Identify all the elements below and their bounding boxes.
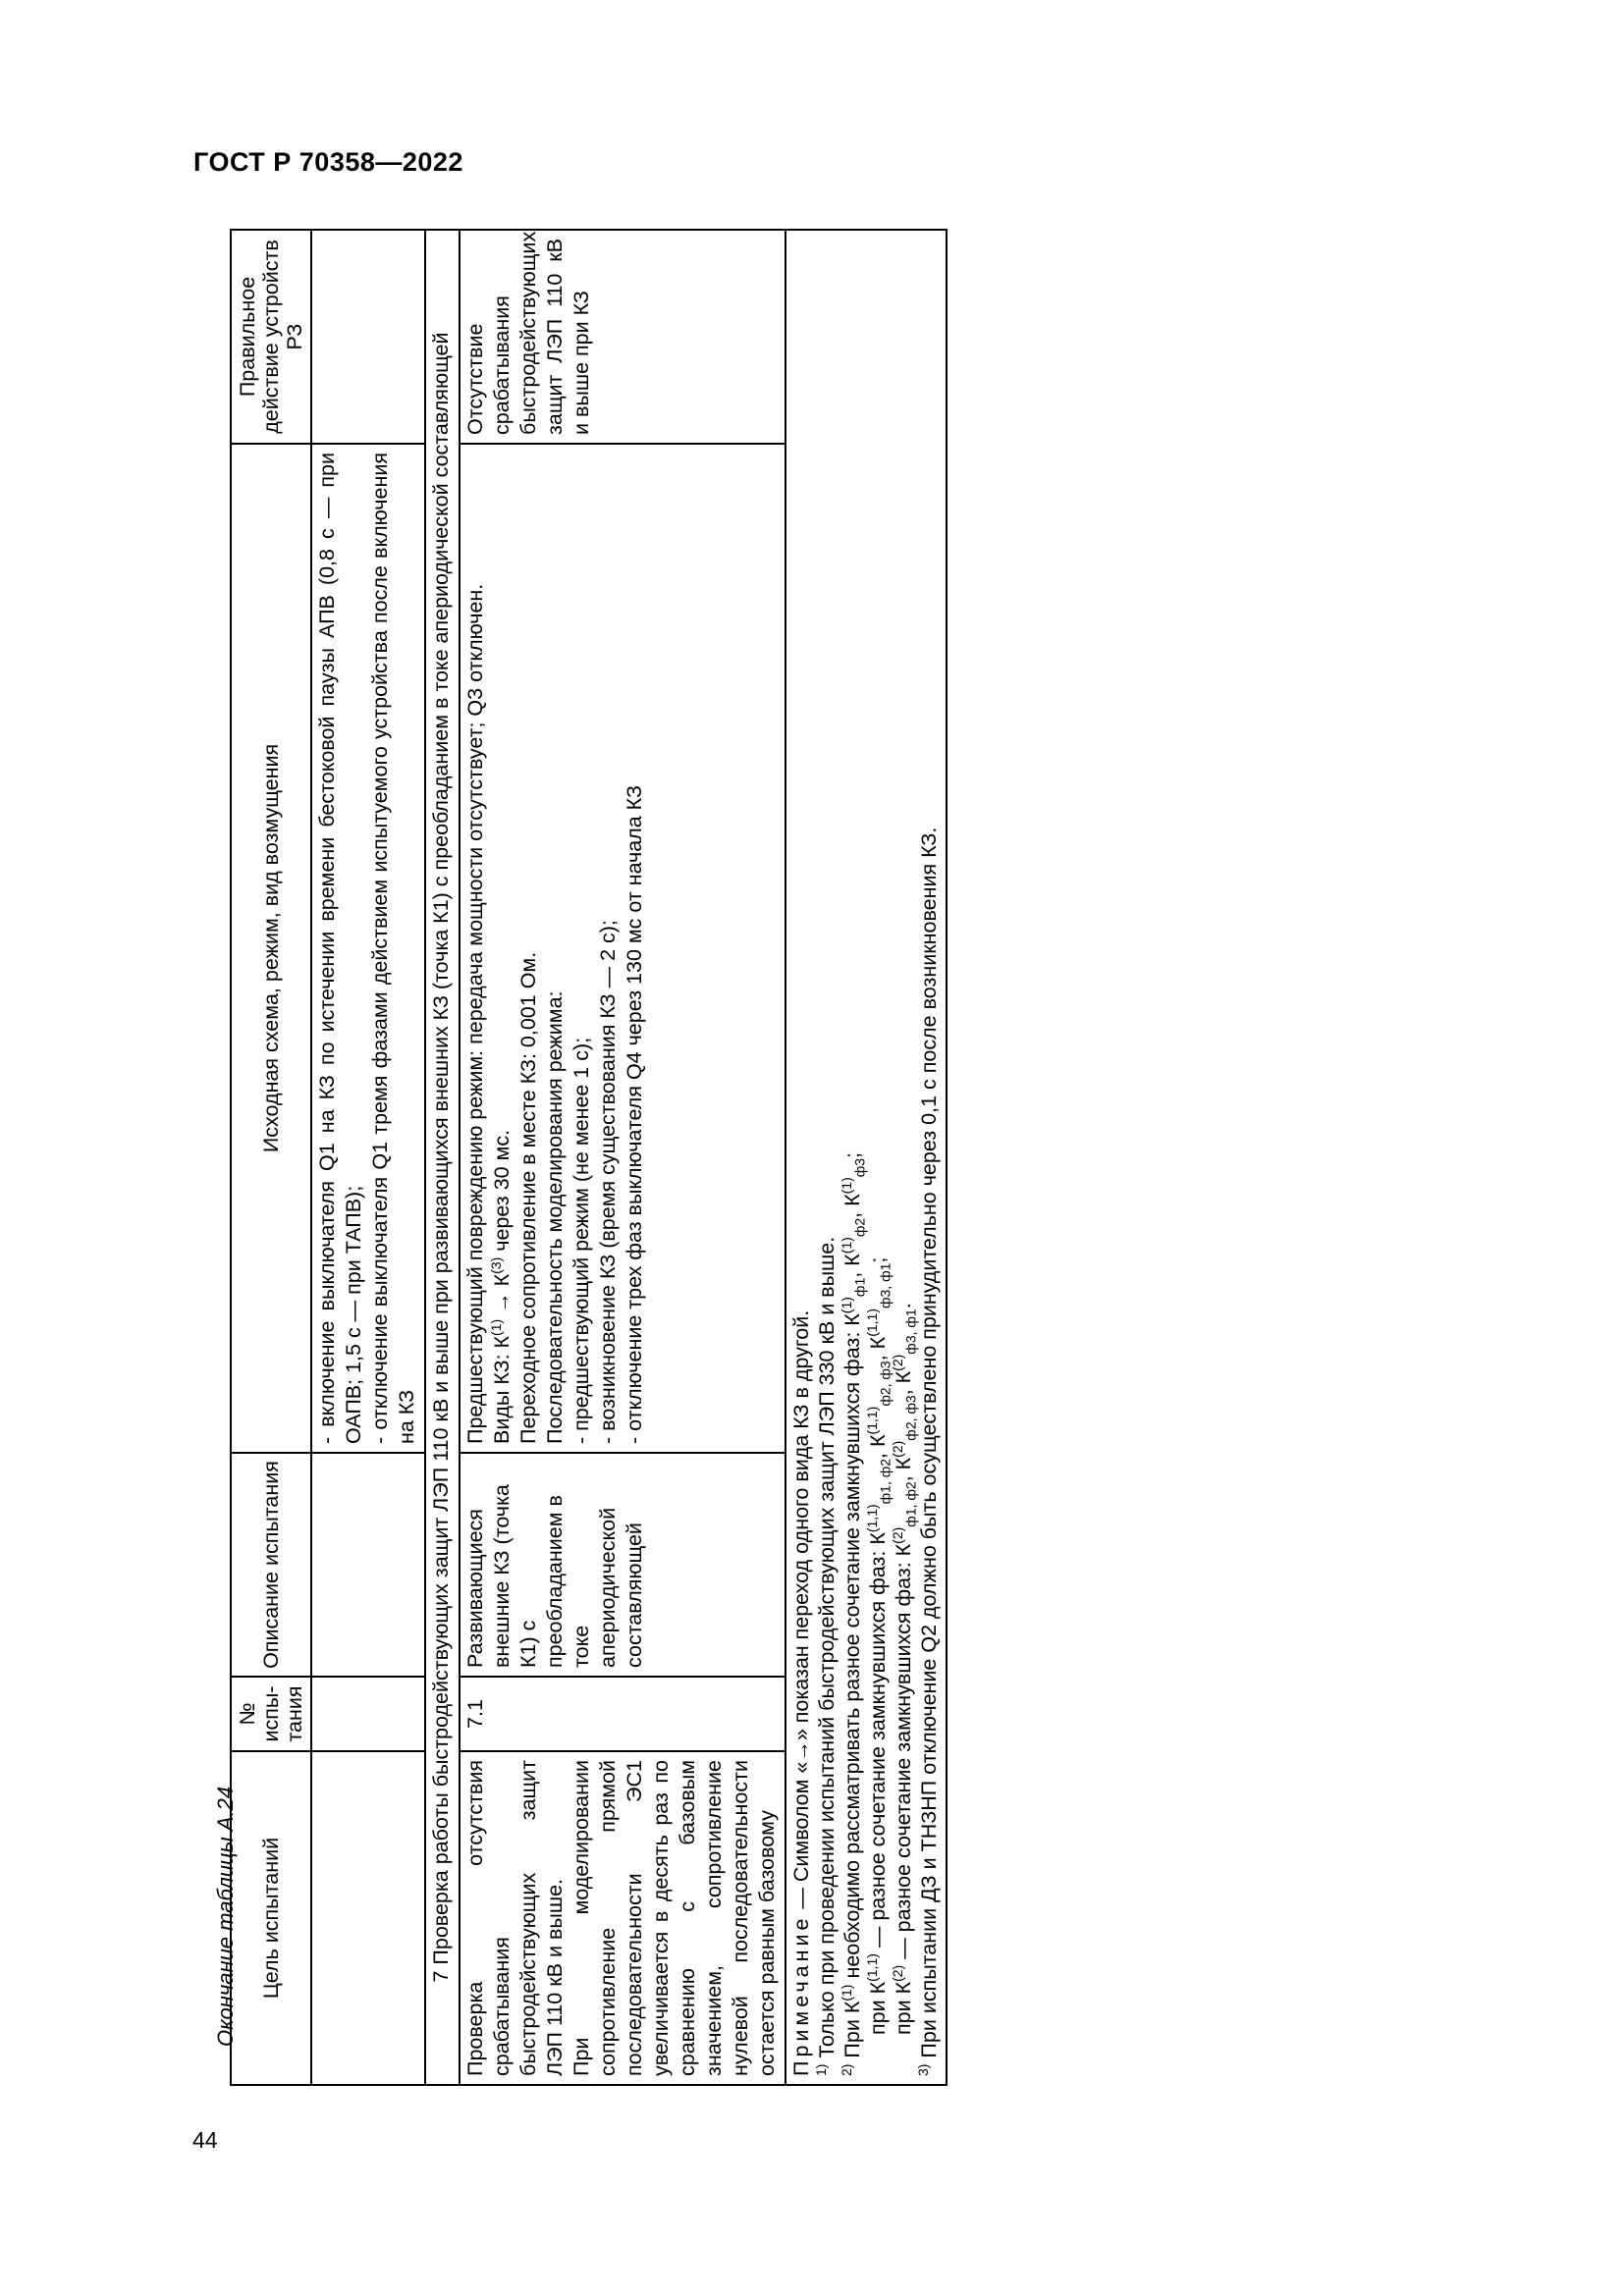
cell-action: Отсутствие срабатывания быстродействующих защит ЛЭП 110 кВ и выше при КЗ bbox=[460, 230, 785, 444]
section-row bbox=[425, 230, 460, 2085]
table-notes bbox=[785, 230, 947, 2085]
scheme-line: Предшествующий повреждению режим: передача мощности отсутствует; Q3 отключен. bbox=[463, 583, 487, 1444]
note-line: при $К^{(2)}$ — разное сочетание замкнувшихся фаз: $К^{(2)}_{ф1, ф2}$, $К^{(2)}_{ф2, ф3}$, $К^{(2)}_{ф3, ф1}$. bbox=[889, 1303, 919, 2035]
cell-scheme bbox=[460, 444, 785, 1453]
scheme-line: - включение выключателя Q1 на КЗ по истечении времени бестоковой паузы АПВ (0,8 с — при ОАПВ; 1,5 с — при ТАПВ); bbox=[315, 453, 365, 1444]
col-header-scheme: Исходная схема, режим, вид возмущения bbox=[231, 444, 311, 1453]
section-heading: 7 Проверка работы быстродействующих защит ЛЭП 110 кВ и выше при развивающихся внешних КЗ (точка К1) с преобладанием в токе апериодической составляющей bbox=[425, 230, 460, 2085]
col-header-number: № испы-тания bbox=[231, 1677, 311, 1751]
note-line: $^{1)}$ Только при проведении испытаний быстродействующих защит ЛЭП 330 кВ и выше. bbox=[812, 1236, 839, 2076]
page-number: 44 bbox=[192, 2127, 218, 2153]
scheme-line: - возникновение КЗ (время существования КЗ — 2 с); bbox=[596, 920, 620, 1444]
scheme-line: - предшествующий режим (не менее 1 с); bbox=[569, 1037, 593, 1444]
col-header-action: Правильное действие устройств РЗ bbox=[231, 230, 311, 444]
note-line: $^{2)}$ При $К^{(1)}$ необходимо рассматривать разное сочетание замкнувшихся фаз: $К^{(1)}_{ф1}$, $К^{(1)}_{ф2}$, $К^{(1)}_{ф3}$; bbox=[838, 1151, 868, 2076]
scheme-line: Виды КЗ: $К^{(1)} \to К^{(3)}$ через 30 мс. bbox=[487, 1129, 514, 1444]
scheme-line: Последовательность моделирования режима: bbox=[543, 990, 567, 1444]
cell-goal bbox=[460, 1751, 785, 2085]
notes-row bbox=[785, 230, 947, 2085]
cell-goal-empty bbox=[311, 1751, 425, 2085]
cell-number-empty bbox=[311, 1677, 425, 1751]
cell-description: Развивающиеся внешние КЗ (точка К1) с преобладанием в токе апериодической составляющей bbox=[460, 1453, 785, 1677]
note-label: Примечание bbox=[789, 1914, 813, 2076]
note-line: Примечание — Символом «→» показан переход одного вида КЗ в другой. bbox=[789, 1309, 813, 2076]
cell-description-empty bbox=[311, 1453, 425, 1677]
goal-paragraph: При моделировании сопротивление прямой последовательности ЭС1 увеличивается в десять раз по сравнению с базовым значением, сопротивление нулевой последовательности остается равным базовому bbox=[569, 1760, 779, 2076]
goal-paragraph: Проверка отсутствия срабатывания быстродействующих защит ЛЭП 110 кВ и выше. bbox=[463, 1760, 567, 2076]
cell-test-number: 7.1 bbox=[460, 1677, 785, 1751]
rotated-table-container bbox=[230, 231, 1113, 2086]
cell-scheme bbox=[311, 444, 425, 1453]
test-table bbox=[230, 229, 947, 2086]
scheme-line: - отключение трех фаз выключателя Q4 через 130 мс от начала КЗ bbox=[623, 785, 646, 1444]
note-line: $^{3)}$ При испытании ДЗ и ТНЗНП отключение Q2 должно быть осуществлено принудительно через 0,1 с после возникновения КЗ. bbox=[914, 827, 941, 2076]
scheme-line: Переходное сопротивление в месте КЗ: 0,001 Ом. bbox=[516, 951, 540, 1444]
table-header-row bbox=[231, 230, 311, 2085]
scheme-line: - отключение выключателя Q1 тремя фазами действием испытуемого устройства после включения на КЗ bbox=[368, 453, 418, 1444]
document-header: ГОСТ Р 70358—2022 bbox=[193, 147, 463, 177]
table-row bbox=[460, 230, 785, 2085]
table-row bbox=[311, 230, 425, 2085]
col-header-description: Описание испытания bbox=[231, 1453, 311, 1677]
col-header-goal: Цель испытаний bbox=[231, 1751, 311, 2085]
cell-action-empty bbox=[311, 230, 425, 444]
table-caption: Окончание таблицы А.24 bbox=[213, 1786, 238, 2047]
note-line: при К$^{(1,1)}$ — разное сочетание замкнувшихся фаз: К$^{(1,1)}_{ф1, ф2}$, К$^{(1,1)}_{ф2, ф3}$, К$^{(1,1)}_{ф3, ф1}$; bbox=[863, 1256, 893, 2035]
